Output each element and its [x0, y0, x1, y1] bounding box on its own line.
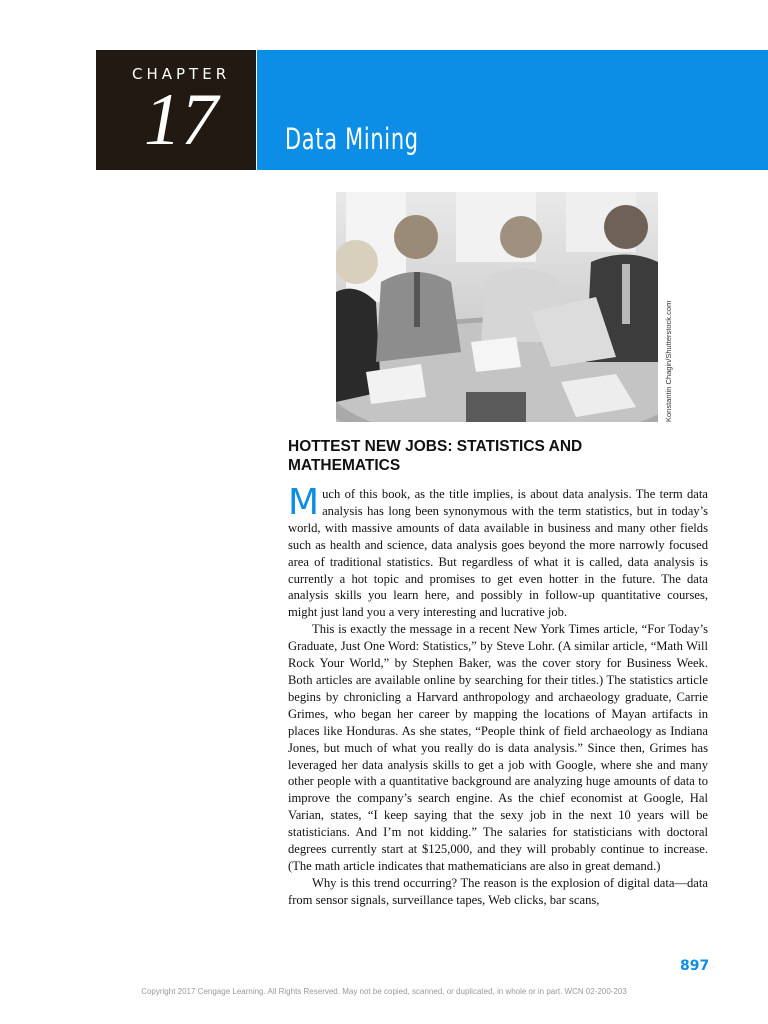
- paragraph-1-text: uch of this book, as the title implies, is about data analysis. The term data analysis has long been synonymous with the term statistics, but in today’s world, with massive amounts of data available in business and many other fields such as health and science, data analysis goes beyond the more narrowly focused area of traditional statistics. But regardless of what it is called, data analysis is currently a hot topic and promises to get even hotter in the future. The data analysis skills you learn here, and possibly in follow-up quantitative courses, might just land you a very interesting and lucrative job.: [288, 487, 708, 620]
- article-headline: HOTTEST NEW JOBS: STATISTICS AND MATHEMATICS: [288, 438, 583, 474]
- paragraph-1: [288, 482, 708, 621]
- meeting-photo-illustration: [336, 192, 658, 422]
- chapter-number: 17: [144, 79, 218, 161]
- photo-credit: Konstantin Chagin/Shutterstock.com: [664, 300, 673, 422]
- chapter-box: [96, 50, 256, 170]
- article-body: [288, 482, 708, 909]
- copyright-notice: Copyright 2017 Cengage Learning. All Rights Reserved. May not be copied, scanned, or duplicated, in whole or in part. WCN 02-200-203: [141, 987, 627, 996]
- title-bar: [257, 50, 768, 170]
- chapter-photo: [336, 192, 658, 422]
- paragraph-2: This is exactly the message in a recent New York Times article, “For Today’s Graduate, Just One Word: Statistics,” by Steve Lohr. (A similar article, “Math Will Rock Your World,” by Stephen Baker, was the cover story for Business Week. Both articles are available online by searching for their titles.) The statistics article begins by chronicling a Harvard anthropology and archaeology graduate, Carrie Grimes, who began her career by mapping the locations of Mayan artifacts in places like Honduras. As she states, “People think of field archaeology as Indiana Jones, but much of what you really do is data analysis.” Since then, Grimes has leveraged her data analysis skills to get a job with Google, where she and many other people with a quantitative background are analyzing huge amounts of data to improve the company’s search engine. As the chief economist at Google, Hal Varian, states, “I keep saying that the sexy job in the next 10 years will be statisticians. And I’m not kidding.” The salaries for statisticians with doctoral degrees currently start at $125,000, and they will probably continue to increase. (The math article indicates that mathematicians are also in great demand.): [288, 622, 708, 873]
- drop-cap: M: [288, 482, 320, 523]
- chapter-label: CHAPTER: [132, 65, 231, 83]
- paragraph-3: Why is this trend occurring? The reason is the explosion of digital data—data from sensor signals, surveillance tapes, Web clicks, bar scans,: [288, 875, 708, 907]
- page-number: 897: [680, 958, 710, 974]
- chapter-title: Data Mining: [285, 122, 419, 156]
